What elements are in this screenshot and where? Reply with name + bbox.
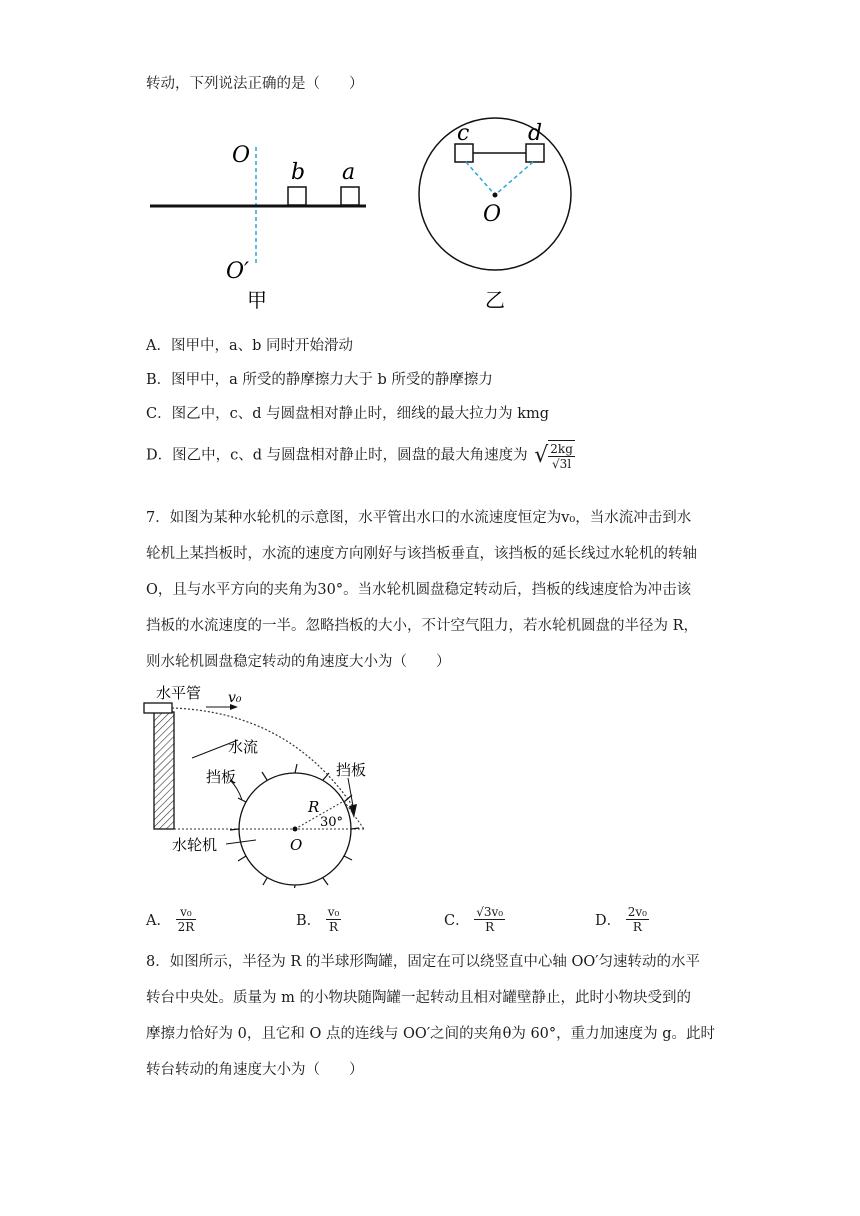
label-v0: v₀ (228, 690, 242, 706)
q7-option-b: B． $\frac{\text{v₀}}{R}$ (296, 905, 340, 934)
label-c: c (457, 121, 470, 146)
label-b: b (291, 160, 306, 185)
label-O-axis: O (290, 836, 303, 854)
caption-yi: 乙 (485, 288, 505, 312)
q6-option-c: C．图乙中，c、d 与圆盘相对静止时，细线的最大拉力为 kmg (146, 406, 550, 422)
figure-water-turbine (140, 678, 390, 888)
q6-option-a: A．图甲中，a、b 同时开始滑动 (146, 338, 354, 354)
label-d: d (528, 121, 543, 146)
block-d (526, 144, 544, 162)
label-a: a (342, 160, 356, 185)
q6-option-d: D．图乙中，c、d 与圆盘相对静止时，圆盘的最大角速度为 √ $\frac{2kg}{√3l}$ (146, 442, 573, 471)
block-b (288, 187, 306, 205)
q7-option-d: D． $\frac{\text{2v₀}}{R}$ (595, 905, 647, 934)
figure-jia (150, 143, 366, 312)
q8-text: 8．如图所示，半径为 R 的半球形陶罐，固定在可以绕竖直中心轴 OO′匀速转动的水平 转台中央处。质量为 m 的小物块随陶罐一起转动且相对罐壁静止，此时小物块受到的 摩擦力恰好为 0，且它和 O 点的连线与 OO′之间的夹角θ为 60°，重力加速度为 g。此时 转台转动的角速度大小为（ ） (146, 954, 716, 1078)
q7-option-a: A． $\frac{\text{v₀}}{2R}$ (146, 905, 195, 934)
q7-text: 7．如图为某种水轮机的示意图，水平管出水口的水流速度恒定为v₀，当水流冲击到水 轮机上某挡板时，水流的速度方向刚好与该挡板垂直，该挡板的延长线过水轮机的转轴 O，且与水平方向的夹角为30°。当水轮机圆盘稳定转动后，挡板的线速度恰为冲击该 挡板的水流速度的一半。忽略挡板的大小，不计空气阻力，若水轮机圆盘的半径为 R， 则水轮机圆盘稳定转动的角速度大小为（ ） (146, 510, 699, 670)
label-O-center: O (483, 202, 502, 227)
label-pipe: 水平管 (156, 684, 202, 702)
label-plate-left: 挡板 (206, 768, 237, 786)
q6-option-b: B．图甲中，a 所受的静摩擦力大于 b 所受的静摩擦力 (146, 372, 493, 388)
question-continuation: 转动，下列说法正确的是（ ） (146, 76, 364, 92)
label-O-prime: O′ (226, 259, 250, 284)
label-turbine: 水轮机 (172, 836, 218, 854)
label-angle: 30° (320, 815, 344, 830)
block-c (455, 144, 473, 162)
label-O: O (232, 143, 251, 168)
figure-yi (419, 118, 571, 312)
q7-option-c: C． $\frac{\text{√3v₀}}{R}$ (444, 905, 504, 934)
caption-jia: 甲 (247, 288, 267, 312)
label-water: 水流 (228, 738, 259, 756)
figure-rotating-discs (140, 115, 600, 315)
block-a (341, 187, 359, 205)
label-R: R (308, 798, 320, 816)
label-plate-right: 挡板 (336, 761, 367, 779)
